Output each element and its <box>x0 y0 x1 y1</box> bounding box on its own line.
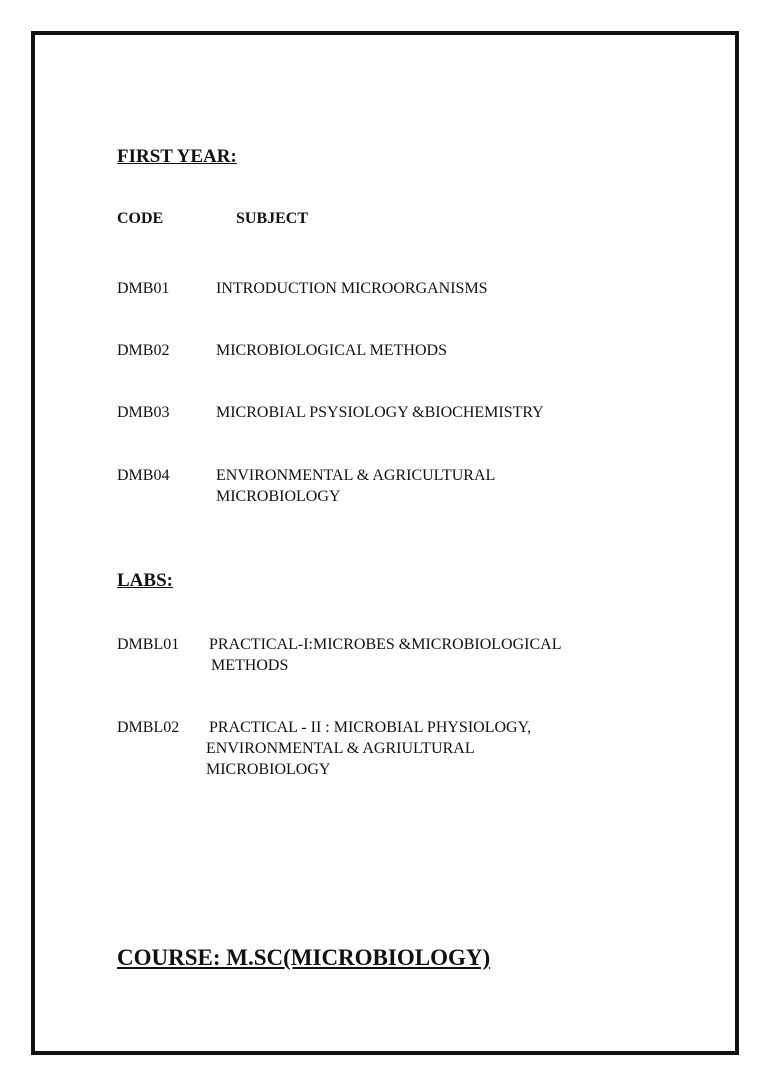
lab-name-line: MICROBIOLOGY <box>206 761 331 778</box>
subject-name-line: MICROBIOLOGY <box>216 488 341 505</box>
subject-name-line: ENVIRONMENTAL & AGRICULTURAL <box>216 467 496 484</box>
lab-name <box>209 634 561 676</box>
lab-code: DMBL01 <box>117 636 180 653</box>
subject-code: DMB03 <box>117 404 170 421</box>
subject-name <box>216 465 495 507</box>
course-title: COURSE: M.SC(MICROBIOLOGY) <box>117 945 491 970</box>
subject-name <box>216 340 447 361</box>
code-column-header: CODE <box>117 210 164 227</box>
lab-name-line: PRACTICAL-I:MICROBES &MICROBIOLOGICAL <box>209 636 562 653</box>
subject-name <box>216 402 544 423</box>
subject-name-line: MICROBIOLOGICAL METHODS <box>216 342 447 359</box>
subject-column-header: SUBJECT <box>236 210 309 227</box>
subject-code: DMB02 <box>117 342 170 359</box>
lab-name <box>206 717 531 780</box>
first-year-heading: FIRST YEAR: <box>117 146 237 167</box>
subject-code: DMB01 <box>117 280 170 297</box>
lab-name-line: PRACTICAL - II : MICROBIAL PHYSIOLOGY, <box>209 719 532 736</box>
subject-name <box>216 278 488 299</box>
lab-name-line: ENVIRONMENTAL & AGRIULTURAL <box>206 740 475 757</box>
page-border <box>31 31 739 1055</box>
labs-heading: LABS: <box>117 570 173 591</box>
lab-code: DMBL02 <box>117 719 180 736</box>
subject-name-line: INTRODUCTION MICROORGANISMS <box>216 280 488 297</box>
lab-name-line: METHODS <box>211 657 289 674</box>
subject-code: DMB04 <box>117 467 170 484</box>
subject-name-line: MICROBIAL PSYSIOLOGY &BIOCHEMISTRY <box>216 404 544 421</box>
